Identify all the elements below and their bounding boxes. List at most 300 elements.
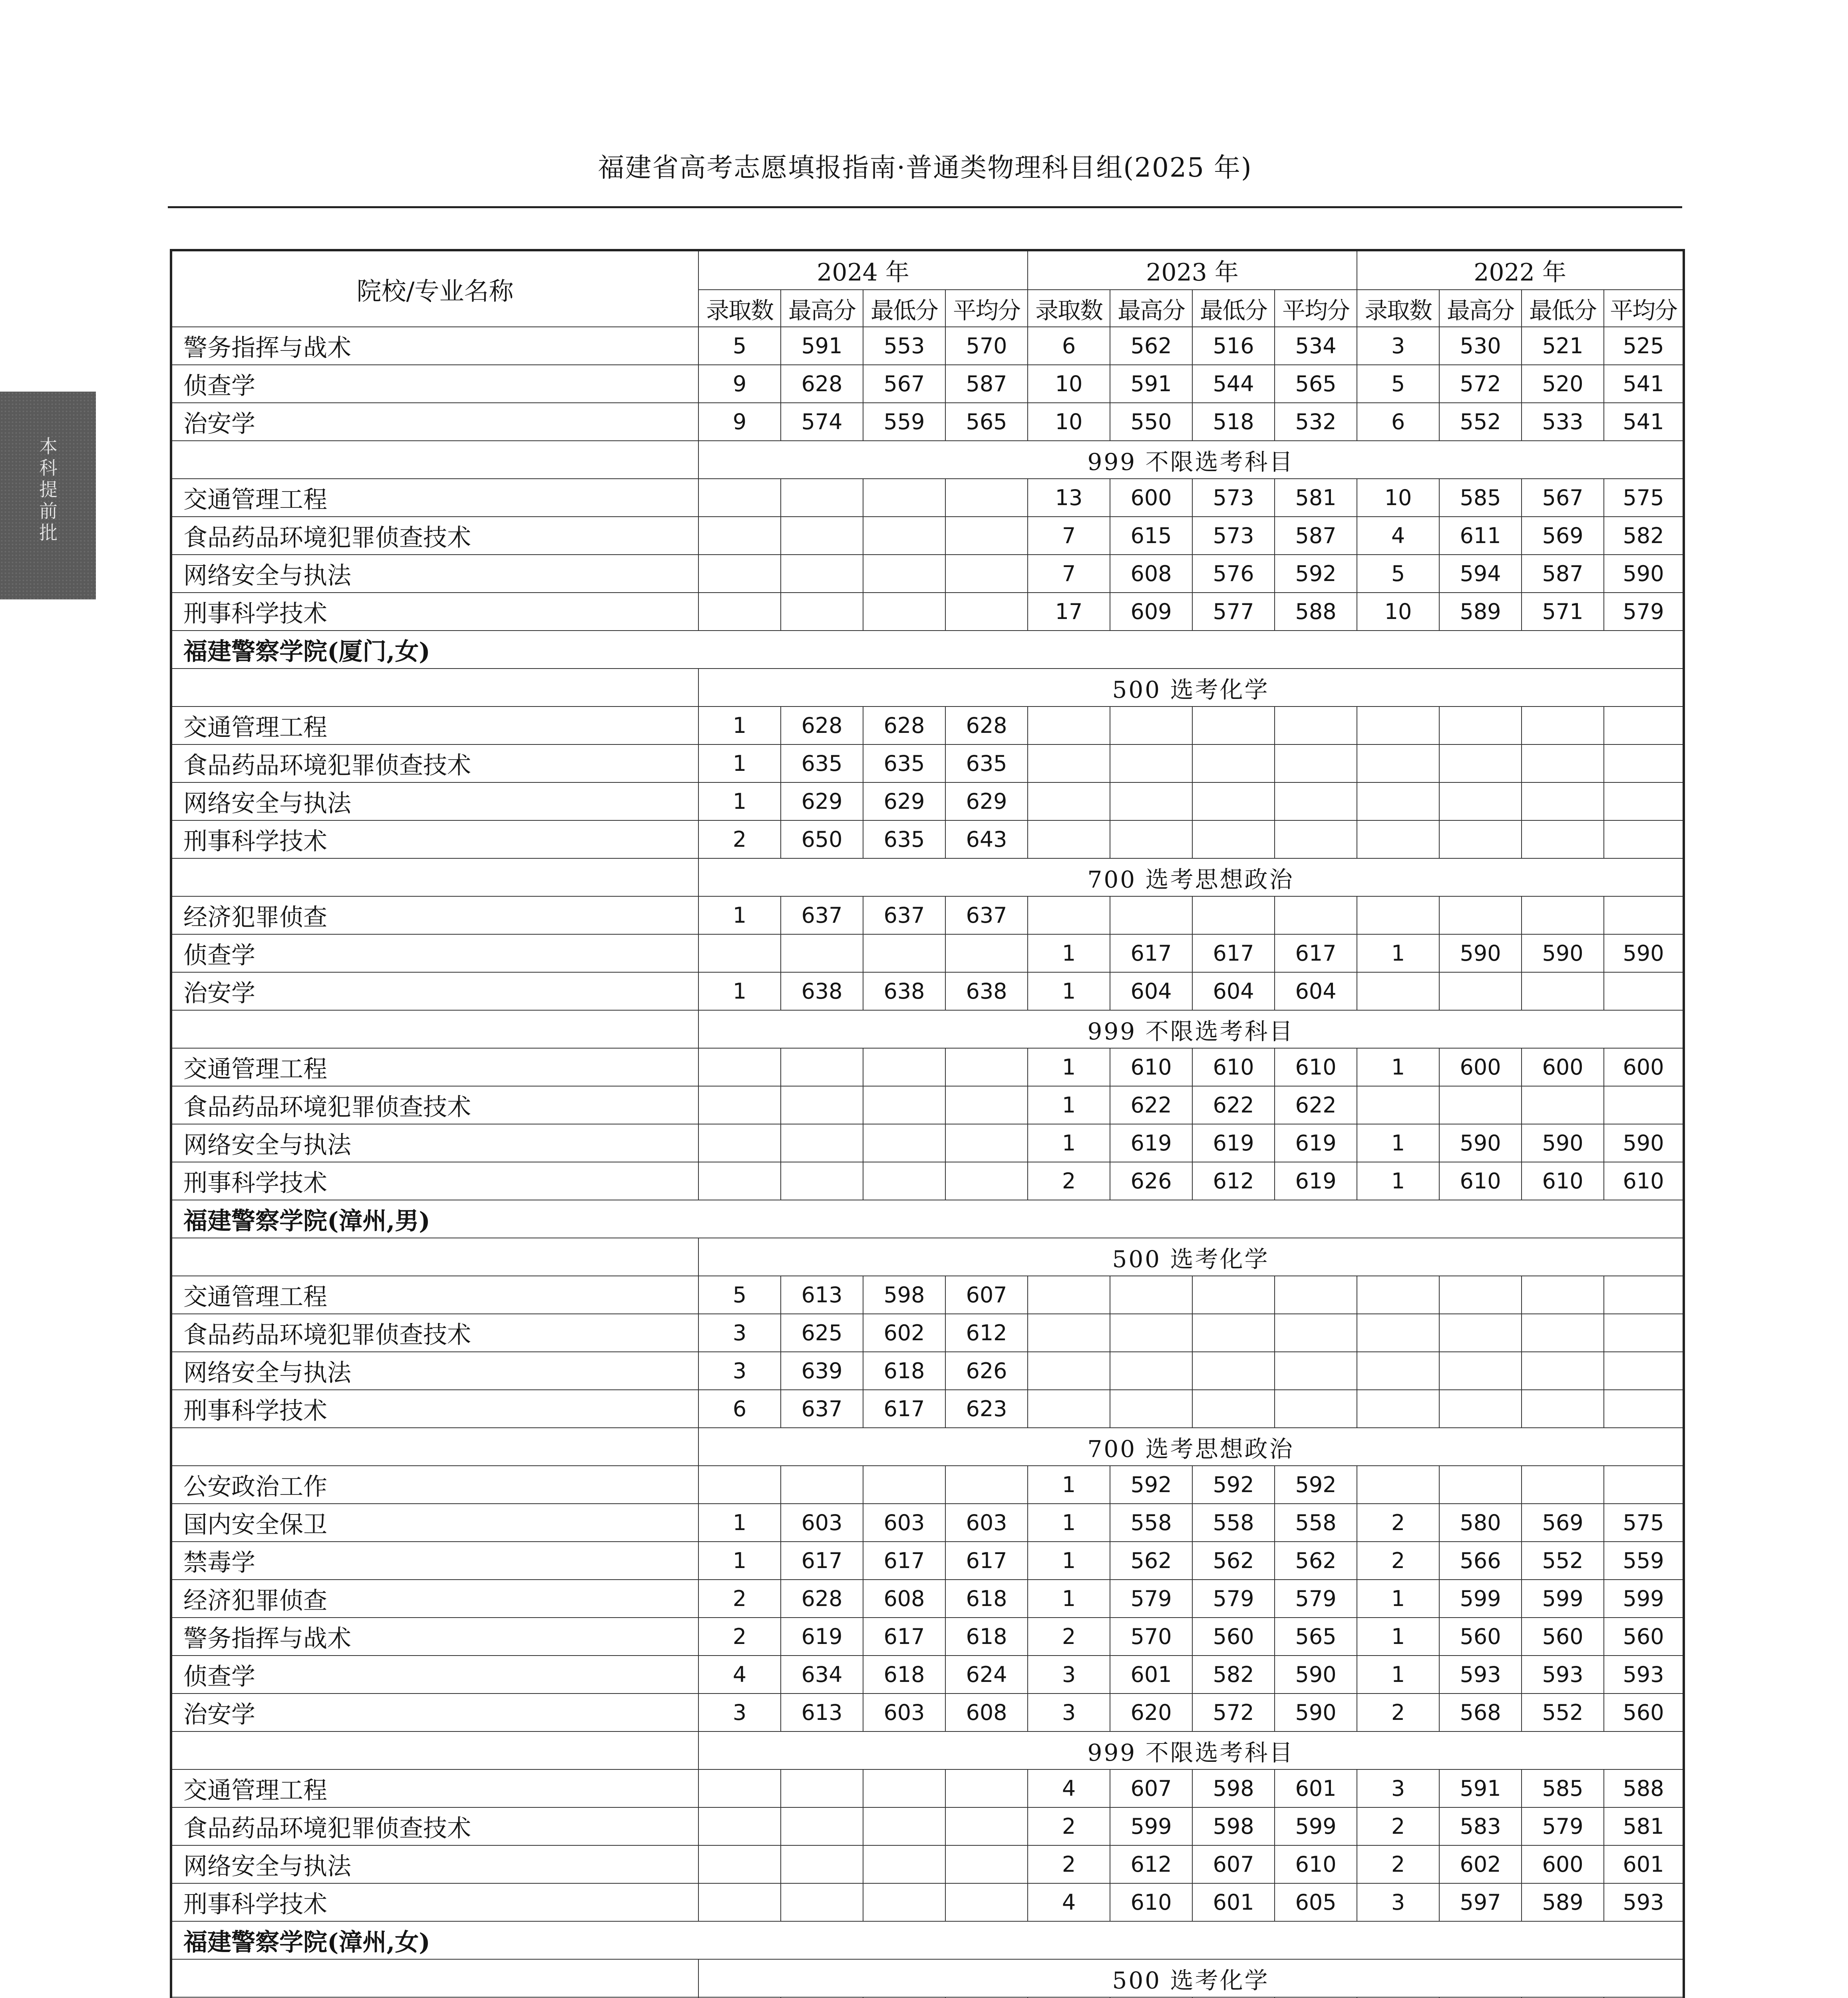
score-cell: [781, 1048, 863, 1086]
score-cell: 10: [1028, 403, 1110, 441]
score-cell: [698, 555, 781, 593]
score-cell: 550: [1110, 403, 1192, 441]
score-cell: [863, 479, 945, 517]
sub-header-admitted-count: 录取数: [1357, 290, 1439, 327]
score-cell: [1604, 1276, 1684, 1314]
score-cell: 626: [1110, 1162, 1192, 1200]
score-cell: [1275, 820, 1357, 858]
score-cell: [781, 1845, 863, 1883]
score-cell: [863, 517, 945, 555]
score-cell: 637: [945, 896, 1028, 934]
score-cell: [781, 593, 863, 631]
score-cell: [1192, 706, 1275, 744]
score-cell: 1: [1028, 1086, 1110, 1124]
score-cell: 1: [698, 1504, 781, 1542]
institution-name: 福建警察学院(漳州,女): [171, 1921, 1684, 1959]
score-cell: [698, 1807, 781, 1845]
score-cell: 613: [781, 1276, 863, 1314]
score-cell: 612: [1110, 1845, 1192, 1883]
score-cell: [1357, 1314, 1439, 1352]
score-cell: [1357, 1086, 1439, 1124]
subject-group-label: 700 选考思想政治: [698, 1428, 1684, 1466]
score-cell: 2: [1357, 1694, 1439, 1731]
score-cell: 2: [698, 1580, 781, 1618]
score-cell: 585: [1439, 479, 1522, 517]
score-cell: 622: [1275, 1086, 1357, 1124]
sub-header-max-score: 最高分: [1110, 290, 1192, 327]
major-name: 网络安全与执法: [171, 782, 698, 820]
table-row: [171, 365, 1684, 403]
score-cell: 560: [1439, 1618, 1522, 1656]
major-name: 国内安全保卫: [171, 1504, 698, 1542]
score-cell: [1275, 1276, 1357, 1314]
score-cell: 607: [1192, 1845, 1275, 1883]
score-cell: 2: [698, 820, 781, 858]
table-row: [171, 820, 1684, 858]
score-cell: [1192, 896, 1275, 934]
score-cell: 559: [1604, 1542, 1684, 1580]
score-cell: 4: [698, 1656, 781, 1694]
score-cell: 590: [1604, 555, 1684, 593]
score-cell: 618: [945, 1618, 1028, 1656]
score-cell: 608: [1110, 555, 1192, 593]
score-cell: [1110, 744, 1192, 782]
subject-group-row: [171, 1238, 1684, 1276]
score-cell: 629: [781, 782, 863, 820]
score-cell: 3: [698, 1694, 781, 1731]
score-cell: 593: [1439, 1656, 1522, 1694]
score-cell: [1522, 1352, 1604, 1390]
major-name: 食品药品环境犯罪侦查技术: [171, 517, 698, 555]
score-cell: [1110, 896, 1192, 934]
score-cell: [1357, 972, 1439, 1010]
sub-header-avg-score: 平均分: [1275, 290, 1357, 327]
score-cell: 569: [1522, 1504, 1604, 1542]
major-name: 网络安全与执法: [171, 555, 698, 593]
score-cell: [1604, 1352, 1684, 1390]
score-cell: 590: [1604, 934, 1684, 972]
table-row: [171, 1314, 1684, 1352]
table-row: [171, 934, 1684, 972]
score-cell: [1028, 820, 1110, 858]
sub-header-min-score: 最低分: [1192, 290, 1275, 327]
score-cell: 1: [1028, 1504, 1110, 1542]
score-cell: [1439, 1466, 1522, 1504]
score-cell: [1028, 1390, 1110, 1428]
score-cell: 1: [1357, 1618, 1439, 1656]
sub-header-admitted-count: 录取数: [698, 290, 781, 327]
score-cell: 600: [1439, 1048, 1522, 1086]
major-name: 禁毒学: [171, 1542, 698, 1580]
score-cell: 601: [1110, 1656, 1192, 1694]
score-cell: 629: [945, 782, 1028, 820]
score-cell: [1275, 782, 1357, 820]
score-cell: 580: [1439, 1504, 1522, 1542]
score-cell: 558: [1192, 1504, 1275, 1542]
score-cell: [1192, 744, 1275, 782]
subject-group-spacer: [171, 858, 698, 896]
score-cell: 617: [863, 1390, 945, 1428]
score-cell: 530: [1439, 327, 1522, 365]
score-cell: 576: [1192, 555, 1275, 593]
score-cell: [945, 1769, 1028, 1807]
score-cell: 553: [863, 327, 945, 365]
score-cell: [1110, 1276, 1192, 1314]
score-cell: 599: [1275, 1807, 1357, 1845]
score-cell: [1357, 744, 1439, 782]
score-cell: 610: [1522, 1162, 1604, 1200]
score-cell: 637: [863, 896, 945, 934]
institution-row: [171, 1200, 1684, 1238]
sub-header-max-score: 最高分: [781, 290, 863, 327]
score-cell: 593: [1604, 1883, 1684, 1921]
score-cell: 590: [1275, 1656, 1357, 1694]
score-cell: 635: [781, 744, 863, 782]
score-cell: [698, 1048, 781, 1086]
table-body: [171, 327, 1684, 1998]
score-cell: 574: [781, 403, 863, 441]
score-cell: 623: [945, 1390, 1028, 1428]
score-cell: 560: [1604, 1618, 1684, 1656]
year-header-2022: 2022 年: [1357, 250, 1684, 290]
subject-group-spacer: [171, 1959, 698, 1997]
score-cell: 628: [781, 706, 863, 744]
score-cell: [1357, 1352, 1439, 1390]
score-cell: [1604, 1390, 1684, 1428]
score-cell: 3: [698, 1352, 781, 1390]
table-row: [171, 1086, 1684, 1124]
score-cell: 599: [1522, 1580, 1604, 1618]
table-row: [171, 1352, 1684, 1390]
score-cell: 1: [1357, 1656, 1439, 1694]
score-cell: 570: [945, 327, 1028, 365]
major-name: 治安学: [171, 403, 698, 441]
score-cell: 558: [1275, 1504, 1357, 1542]
score-cell: [863, 1162, 945, 1200]
score-cell: 608: [945, 1694, 1028, 1731]
score-cell: 628: [945, 706, 1028, 744]
score-cell: 1: [698, 706, 781, 744]
score-cell: [1604, 782, 1684, 820]
subject-group-row: [171, 1731, 1684, 1769]
score-cell: 520: [1522, 365, 1604, 403]
score-cell: 562: [1275, 1542, 1357, 1580]
score-cell: 599: [1604, 1580, 1684, 1618]
subject-group-label: 500 选考化学: [698, 1238, 1684, 1276]
score-cell: [1439, 896, 1522, 934]
score-cell: [1439, 820, 1522, 858]
table-row: [171, 706, 1684, 744]
score-cell: [863, 1124, 945, 1162]
score-cell: 1: [1028, 1580, 1110, 1618]
table-row: [171, 896, 1684, 934]
major-name: 刑事科学技术: [171, 1390, 698, 1428]
score-cell: 541: [1604, 365, 1684, 403]
subject-group-row: [171, 1010, 1684, 1048]
subject-group-row: [171, 1428, 1684, 1466]
score-cell: 3: [1357, 327, 1439, 365]
score-cell: 610: [1110, 1048, 1192, 1086]
score-cell: [1110, 706, 1192, 744]
score-cell: 610: [1439, 1162, 1522, 1200]
table-row: [171, 1276, 1684, 1314]
score-cell: 565: [1275, 1618, 1357, 1656]
score-cell: [781, 1883, 863, 1921]
score-cell: 569: [1522, 517, 1604, 555]
score-cell: 638: [863, 972, 945, 1010]
score-cell: 617: [863, 1618, 945, 1656]
score-cell: 592: [1275, 1466, 1357, 1504]
major-name: 交通管理工程: [171, 1276, 698, 1314]
score-cell: [781, 934, 863, 972]
score-cell: [1439, 744, 1522, 782]
score-cell: 1: [1028, 1048, 1110, 1086]
score-cell: [781, 1769, 863, 1807]
score-cell: [1439, 972, 1522, 1010]
score-cell: [1275, 1314, 1357, 1352]
page-header-title: 福建省高考志愿填报指南·普通类物理科目组(2025 年): [598, 152, 1252, 183]
score-cell: 579: [1522, 1807, 1604, 1845]
score-cell: 568: [1439, 1694, 1522, 1731]
score-cell: 1: [698, 744, 781, 782]
score-cell: [698, 1845, 781, 1883]
score-cell: [863, 1086, 945, 1124]
score-cell: 592: [1275, 555, 1357, 593]
score-cell: [698, 1769, 781, 1807]
score-cell: [863, 555, 945, 593]
score-cell: 1: [1357, 1048, 1439, 1086]
score-cell: [698, 517, 781, 555]
score-cell: 610: [1604, 1162, 1684, 1200]
score-cell: 604: [1192, 972, 1275, 1010]
score-cell: [698, 1124, 781, 1162]
score-cell: 622: [1192, 1086, 1275, 1124]
score-cell: 562: [1192, 1542, 1275, 1580]
score-cell: 593: [1522, 1656, 1604, 1694]
score-cell: [1357, 706, 1439, 744]
score-cell: 590: [1275, 1694, 1357, 1731]
score-cell: 587: [1275, 517, 1357, 555]
score-cell: 575: [1604, 1504, 1684, 1542]
subject-group-spacer: [171, 669, 698, 706]
score-cell: 589: [1439, 593, 1522, 631]
score-cell: 1: [1028, 1124, 1110, 1162]
score-cell: 7: [1028, 555, 1110, 593]
score-cell: 637: [781, 896, 863, 934]
score-cell: [698, 934, 781, 972]
score-cell: 4: [1357, 517, 1439, 555]
score-cell: 575: [1604, 479, 1684, 517]
table-row: [171, 1162, 1684, 1200]
table-row: [171, 1694, 1684, 1731]
score-cell: [1028, 782, 1110, 820]
side-section-tab: [0, 392, 96, 599]
score-cell: [1110, 1314, 1192, 1352]
score-cell: [781, 479, 863, 517]
score-cell: 2: [698, 1618, 781, 1656]
column-header-institution-major: 院校/专业名称: [171, 250, 698, 327]
score-cell: 612: [945, 1314, 1028, 1352]
score-cell: 626: [945, 1352, 1028, 1390]
score-cell: 566: [1439, 1542, 1522, 1580]
table-row: [171, 1504, 1684, 1542]
score-cell: [1275, 896, 1357, 934]
score-cell: 637: [781, 1390, 863, 1428]
score-cell: 525: [1604, 327, 1684, 365]
score-cell: 9: [698, 403, 781, 441]
score-cell: [1604, 896, 1684, 934]
score-cell: 6: [1357, 403, 1439, 441]
score-cell: [1604, 1314, 1684, 1352]
score-cell: 619: [1275, 1162, 1357, 1200]
score-cell: [1357, 1276, 1439, 1314]
major-name: 侦查学: [171, 1656, 698, 1694]
score-cell: 10: [1028, 365, 1110, 403]
score-cell: 3: [1028, 1656, 1110, 1694]
score-cell: [1604, 1086, 1684, 1124]
score-cell: 605: [1275, 1883, 1357, 1921]
major-name: 侦查学: [171, 934, 698, 972]
score-cell: [945, 1124, 1028, 1162]
score-cell: 615: [1110, 517, 1192, 555]
score-cell: 560: [1604, 1694, 1684, 1731]
score-cell: [945, 517, 1028, 555]
major-name: 治安学: [171, 1694, 698, 1731]
major-name: 交通管理工程: [171, 1769, 698, 1807]
subject-group-label: 700 选考思想政治: [698, 858, 1684, 896]
table-row: [171, 1656, 1684, 1694]
score-cell: 3: [1357, 1883, 1439, 1921]
table-row: [171, 555, 1684, 593]
score-cell: 620: [1110, 1694, 1192, 1731]
score-cell: 4: [1028, 1769, 1110, 1807]
score-cell: [1522, 1314, 1604, 1352]
score-cell: 2: [1028, 1807, 1110, 1845]
score-cell: 559: [863, 403, 945, 441]
score-cell: 565: [1275, 365, 1357, 403]
score-cell: 5: [1357, 365, 1439, 403]
table-row: [171, 1048, 1684, 1086]
subject-group-row: [171, 1959, 1684, 1997]
score-cell: [1110, 1352, 1192, 1390]
score-cell: 598: [863, 1276, 945, 1314]
score-cell: 603: [945, 1504, 1028, 1542]
score-cell: 587: [945, 365, 1028, 403]
score-cell: 610: [1275, 1845, 1357, 1883]
score-cell: 593: [1604, 1656, 1684, 1694]
score-cell: [863, 1883, 945, 1921]
score-cell: 2: [1357, 1807, 1439, 1845]
score-cell: [1192, 782, 1275, 820]
sub-header-admitted-count: 录取数: [1028, 290, 1110, 327]
score-cell: [1522, 744, 1604, 782]
score-cell: 594: [1439, 555, 1522, 593]
score-cell: [781, 1086, 863, 1124]
score-cell: [863, 1769, 945, 1807]
major-name: 经济犯罪侦查: [171, 1580, 698, 1618]
score-cell: 602: [863, 1314, 945, 1352]
score-cell: [781, 1124, 863, 1162]
score-cell: [945, 1845, 1028, 1883]
score-cell: [945, 1807, 1028, 1845]
major-name: 网络安全与执法: [171, 1845, 698, 1883]
score-cell: 3: [1357, 1769, 1439, 1807]
score-cell: 585: [1522, 1769, 1604, 1807]
table-row: [171, 744, 1684, 782]
score-cell: [1357, 820, 1439, 858]
table-row: [171, 327, 1684, 365]
score-cell: 2: [1357, 1542, 1439, 1580]
score-cell: 601: [1604, 1845, 1684, 1883]
sub-header-avg-score: 平均分: [1604, 290, 1684, 327]
subject-group-label: 500 选考化学: [698, 1959, 1684, 1997]
score-cell: 617: [1275, 934, 1357, 972]
score-cell: 571: [1522, 593, 1604, 631]
score-cell: 1: [1357, 1124, 1439, 1162]
score-cell: 3: [1028, 1694, 1110, 1731]
major-name: 经济犯罪侦查: [171, 896, 698, 934]
score-cell: 628: [781, 1580, 863, 1618]
score-cell: 617: [1192, 934, 1275, 972]
score-cell: 600: [1522, 1048, 1604, 1086]
score-cell: [863, 1845, 945, 1883]
score-cell: 639: [781, 1352, 863, 1390]
score-cell: 622: [1110, 1086, 1192, 1124]
score-cell: 532: [1275, 403, 1357, 441]
score-cell: 600: [1522, 1845, 1604, 1883]
score-cell: 570: [1110, 1618, 1192, 1656]
score-cell: 588: [1275, 593, 1357, 631]
score-cell: 565: [945, 403, 1028, 441]
score-cell: [1275, 1390, 1357, 1428]
score-cell: 628: [781, 365, 863, 403]
score-cell: 572: [1192, 1694, 1275, 1731]
score-cell: 638: [945, 972, 1028, 1010]
table-row: [171, 1580, 1684, 1618]
score-cell: [1522, 972, 1604, 1010]
score-cell: 3: [698, 1314, 781, 1352]
score-cell: 10: [1357, 479, 1439, 517]
score-cell: [1439, 1086, 1522, 1124]
score-cell: [1192, 1276, 1275, 1314]
score-cell: 1: [1357, 1580, 1439, 1618]
score-cell: 592: [1110, 1466, 1192, 1504]
score-cell: [1192, 1352, 1275, 1390]
score-cell: [945, 1048, 1028, 1086]
major-name: 治安学: [171, 972, 698, 1010]
score-cell: [1275, 744, 1357, 782]
score-cell: 619: [781, 1618, 863, 1656]
score-cell: 638: [781, 972, 863, 1010]
score-cell: 573: [1192, 517, 1275, 555]
score-cell: 612: [1192, 1162, 1275, 1200]
score-cell: [781, 1807, 863, 1845]
score-cell: 4: [1028, 1883, 1110, 1921]
score-cell: [1028, 744, 1110, 782]
score-cell: 590: [1522, 1124, 1604, 1162]
score-cell: [1522, 782, 1604, 820]
major-name: 刑事科学技术: [171, 593, 698, 631]
score-cell: 610: [1192, 1048, 1275, 1086]
table-row: [171, 1466, 1684, 1504]
institution-name: 福建警察学院(漳州,男): [171, 1200, 1684, 1238]
score-cell: 560: [1522, 1618, 1604, 1656]
major-name: 刑事科学技术: [171, 1883, 698, 1921]
score-cell: 590: [1522, 934, 1604, 972]
score-cell: 600: [1110, 479, 1192, 517]
score-cell: [1522, 1086, 1604, 1124]
score-cell: 1: [698, 972, 781, 1010]
